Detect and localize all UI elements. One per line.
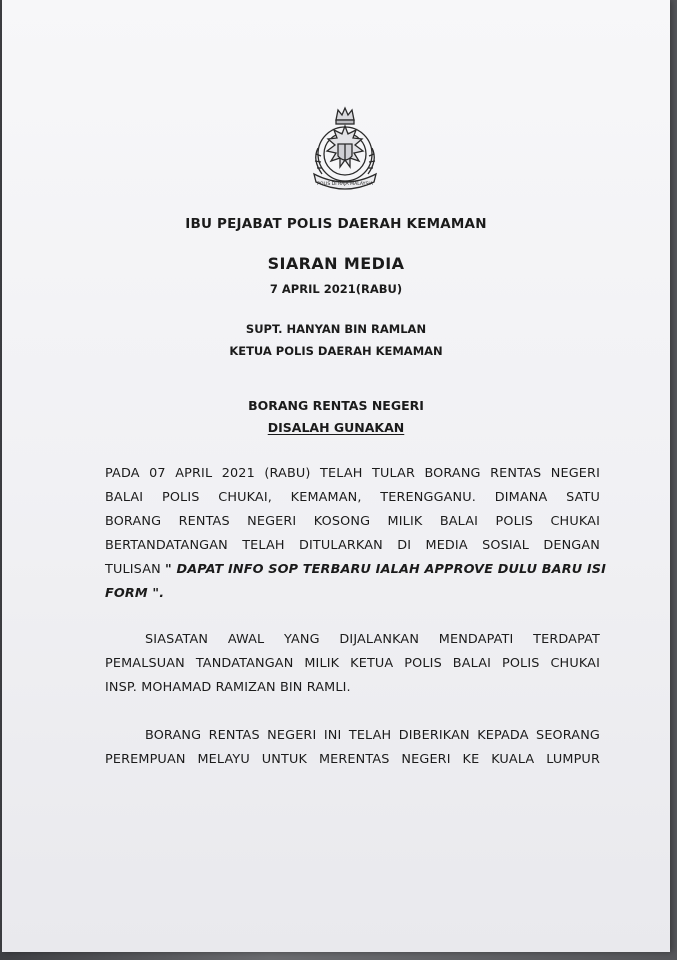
police-crest-icon <box>300 104 390 194</box>
page-title: SIARAN MEDIA <box>267 254 405 273</box>
release-date: 7 APRIL 2021(RABU) <box>269 282 403 296</box>
paragraph-3-line-2: PEREMPUAN MELAYU UNTUK MERENTAS NEGERI KE KUALA LUMPUR <box>105 752 600 767</box>
officer-name: SUPT. HANYAN BIN RAMLAN <box>245 322 427 336</box>
paragraph-1-line-4: BERTANDATANGAN TELAH DITULARKAN DI MEDIA SOSIAL DENGAN <box>105 538 600 553</box>
quoted-text: " DAPAT INFO SOP TERBARU IALAH APPROVE DULU BARU ISI <box>165 562 607 577</box>
paragraph-2-line-3: INSP. MOHAMAD RAMIZAN BIN RAMLI. <box>105 680 351 695</box>
paragraph-1-line-5 <box>105 562 607 577</box>
subject-line-1: BORANG RENTAS NEGERI <box>248 398 424 413</box>
subject-line-2-text: DISALAH GUNAKAN <box>267 420 405 435</box>
paragraph-1-line-3: BORANG RENTAS NEGERI KOSONG MILIK BALAI POLIS CHUKAI <box>105 514 600 529</box>
paragraph-3-line-1: BORANG RENTAS NEGERI INI TELAH DIBERIKAN KEPADA SEORANG <box>145 728 600 743</box>
paragraph-1-line-2: BALAI POLIS CHUKAI, KEMAMAN, TERENGGANU. DIMANA SATU <box>105 490 600 505</box>
press-release-page <box>2 0 670 952</box>
office-heading: IBU PEJABAT POLIS DAERAH KEMAMAN <box>185 216 487 232</box>
subject-line-2 <box>2 420 670 435</box>
quoted-text-end: FORM ". <box>105 586 165 601</box>
officer-position: KETUA POLIS DAERAH KEMAMAN <box>229 344 443 358</box>
paragraph-2-line-2: PEMALSUAN TANDATANGAN MILIK KETUA POLIS BALAI POLIS CHUKAI <box>105 656 600 671</box>
paragraph-1-line-1: PADA 07 APRIL 2021 (RABU) TELAH TULAR BORANG RENTAS NEGERI <box>105 466 600 481</box>
paragraph-1-line-5-plain: TULISAN <box>105 562 166 577</box>
paragraph-2-line-1: SIASATAN AWAL YANG DIJALANKAN MENDAPATI TERDAPAT <box>145 632 600 647</box>
svg-text:POLIS DI RAJA MALAYSIA: POLIS DI RAJA MALAYSIA <box>317 182 373 187</box>
